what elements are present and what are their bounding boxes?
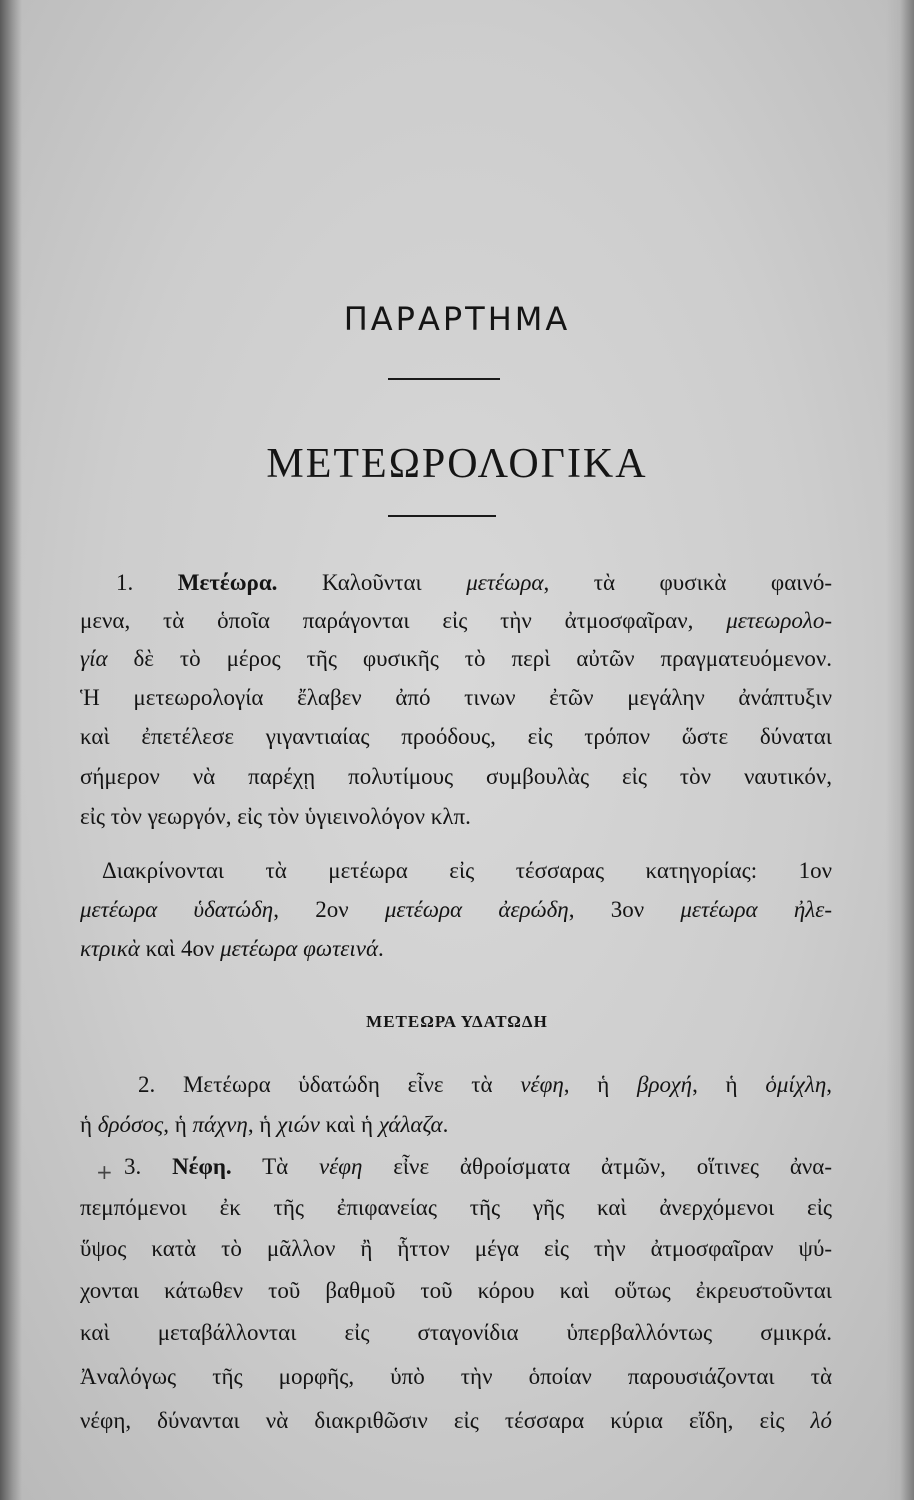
text-span: . — [442, 1112, 449, 1137]
paragraph4-line-1 — [80, 1152, 832, 1182]
paragraph4-line-3: ὕψος κατὰ τὸ μᾶλλον ἢ ἧττον μέγα εἰς τὴν ἀτμοσφαῖραν ψύ- — [80, 1236, 832, 1261]
text-span: , τὰ φυσικὰ φαινό- — [543, 570, 833, 595]
divider-rule-bottom — [388, 515, 496, 517]
paragraph4-line-6: Ἀναλόγως τῆς μορφῆς, ὑπὸ τὴν ὁποίαν παρουσιάζονται τὰ — [80, 1364, 832, 1389]
italic-term: μετέωρα ἠλε- — [680, 897, 832, 922]
italic-term: κτρικὰ — [80, 936, 140, 961]
text-span: , ἡ — [563, 1072, 637, 1097]
paragraph4-line-5: καὶ μεταβάλλονται εἰς σταγονίδια ὑπερβαλλόντως σμικρά. — [80, 1320, 832, 1345]
text-span: , ἡ — [247, 1112, 278, 1137]
divider-rule-top — [388, 378, 500, 380]
paragraph1-line-4: Ἡ μετεωρολογία ἔλαβεν ἀπό τινων ἐτῶν μεγάλην ἀνάπτυξιν — [80, 685, 832, 710]
italic-term: χιών — [277, 1112, 320, 1137]
paragraph-number: 2. — [138, 1072, 156, 1097]
paragraph-number: 1. — [116, 570, 134, 595]
section-title: ΜΕΤΕΩΡΟΛΟΓΙΚΑ — [266, 441, 648, 487]
paragraph4-line-4: χονται κάτωθεν τοῦ βαθμοῦ τοῦ κόρου καὶ οὕτως ἐκρευστοῦνται — [80, 1278, 832, 1303]
paragraph4-line-2: πεμπόμενοι ἐκ τῆς ἐπιφανείας τῆς γῆς καὶ ἀνερχόμενοι εἰς — [80, 1195, 832, 1220]
text-span: νέφη, δύνανται νὰ διακριθῶσιν εἰς τέσσαρα κύρια εἴδη, εἰς — [80, 1408, 811, 1433]
page-right-edge — [886, 0, 914, 1500]
text-span: , ἡ — [692, 1072, 766, 1097]
paragraph1-line-3 — [80, 644, 832, 674]
paragraph3-line-1 — [80, 1070, 832, 1100]
paragraph-heading: Νέφη. — [172, 1154, 232, 1179]
paragraph2-line-1 — [80, 856, 832, 886]
italic-term: χάλαζα — [378, 1112, 443, 1137]
text-span: καὶ 4ον — [139, 936, 221, 961]
paragraph1-line-7: εἰς τὸν γεωργόν, εἰς τὸν ὑγιεινολόγον κλπ. — [80, 804, 471, 829]
italic-term: νέφη — [520, 1072, 564, 1097]
paragraph-number: 3. — [124, 1154, 142, 1179]
text-span: , ἡ — [163, 1112, 193, 1137]
paragraph2-line-2 — [80, 895, 832, 925]
page-left-edge — [0, 0, 22, 1500]
text-span: καὶ ἡ — [319, 1112, 379, 1137]
margin-mark: + — [96, 1160, 113, 1184]
paragraph1-line-6: σήμερον νὰ παρέχῃ πολυτίμους συμβουλὰς εἰς τὸν ναυτικόν, — [80, 764, 832, 789]
italic-term: πάχνη — [192, 1112, 248, 1137]
italic-term: μετέωρα ὑδατώδη — [80, 897, 274, 922]
italic-term: νέφη — [318, 1154, 363, 1179]
italic-term: λό — [810, 1408, 832, 1433]
text-span: , 3ον — [568, 897, 681, 922]
text-span: Μετέωρα ὑδατώδη εἶνε τὰ — [182, 1072, 521, 1097]
appendix-title: ΠΑΡΑΡΤΗΜΑ — [343, 300, 571, 338]
text-span: Τὰ — [262, 1154, 319, 1179]
subheading: ΜΕΤΕΩΡΑ ΥΔΑΤΩΔΗ — [366, 1012, 548, 1031]
text-span: , — [826, 1072, 832, 1097]
paragraph1-line-1 — [80, 568, 832, 598]
paragraph-heading: Μετέωρα. — [177, 570, 278, 595]
italic-term: μετεωρολο- — [726, 608, 832, 633]
text-span: Καλοῦνται — [321, 570, 467, 595]
italic-term: βροχή — [636, 1072, 693, 1097]
italic-term: μετέωρα ἀερώδη — [384, 897, 569, 922]
text-span: μενα, τὰ ὁποῖα παράγονται εἰς τὴν ἀτμοσφαῖραν, — [80, 608, 727, 633]
italic-term: ὁμίχλη — [765, 1072, 827, 1097]
text-span: , 2ον — [273, 897, 385, 922]
paragraph2-line-3 — [80, 934, 832, 964]
italic-term: μετέωρα φωτεινά — [220, 936, 379, 961]
italic-term: δρόσος — [97, 1112, 164, 1137]
paragraph1-line-5: καὶ ἐπετέλεσε γιγαντιαίας προόδους, εἰς τρόπον ὥστε δύναται — [80, 724, 832, 749]
text-span: εἶνε ἀθροίσματα ἀτμῶν, οἵτινες ἀνα- — [362, 1154, 832, 1179]
paragraph4-line-7 — [80, 1406, 832, 1436]
paragraph1-line-2 — [80, 606, 832, 636]
text-span: . — [378, 936, 384, 961]
text-span: Διακρίνονται τὰ μετέωρα εἰς τέσσαρας κατηγορίας: 1ον — [102, 858, 832, 883]
text-span: ἡ — [80, 1112, 98, 1137]
paragraph3-line-2 — [80, 1110, 832, 1140]
italic-term: γία — [80, 646, 108, 671]
italic-term: μετέωρα — [466, 570, 544, 595]
text-span: δὲ τὸ μέρος τῆς φυσικῆς τὸ περὶ αὐτῶν πραγματευόμενον. — [107, 646, 832, 671]
